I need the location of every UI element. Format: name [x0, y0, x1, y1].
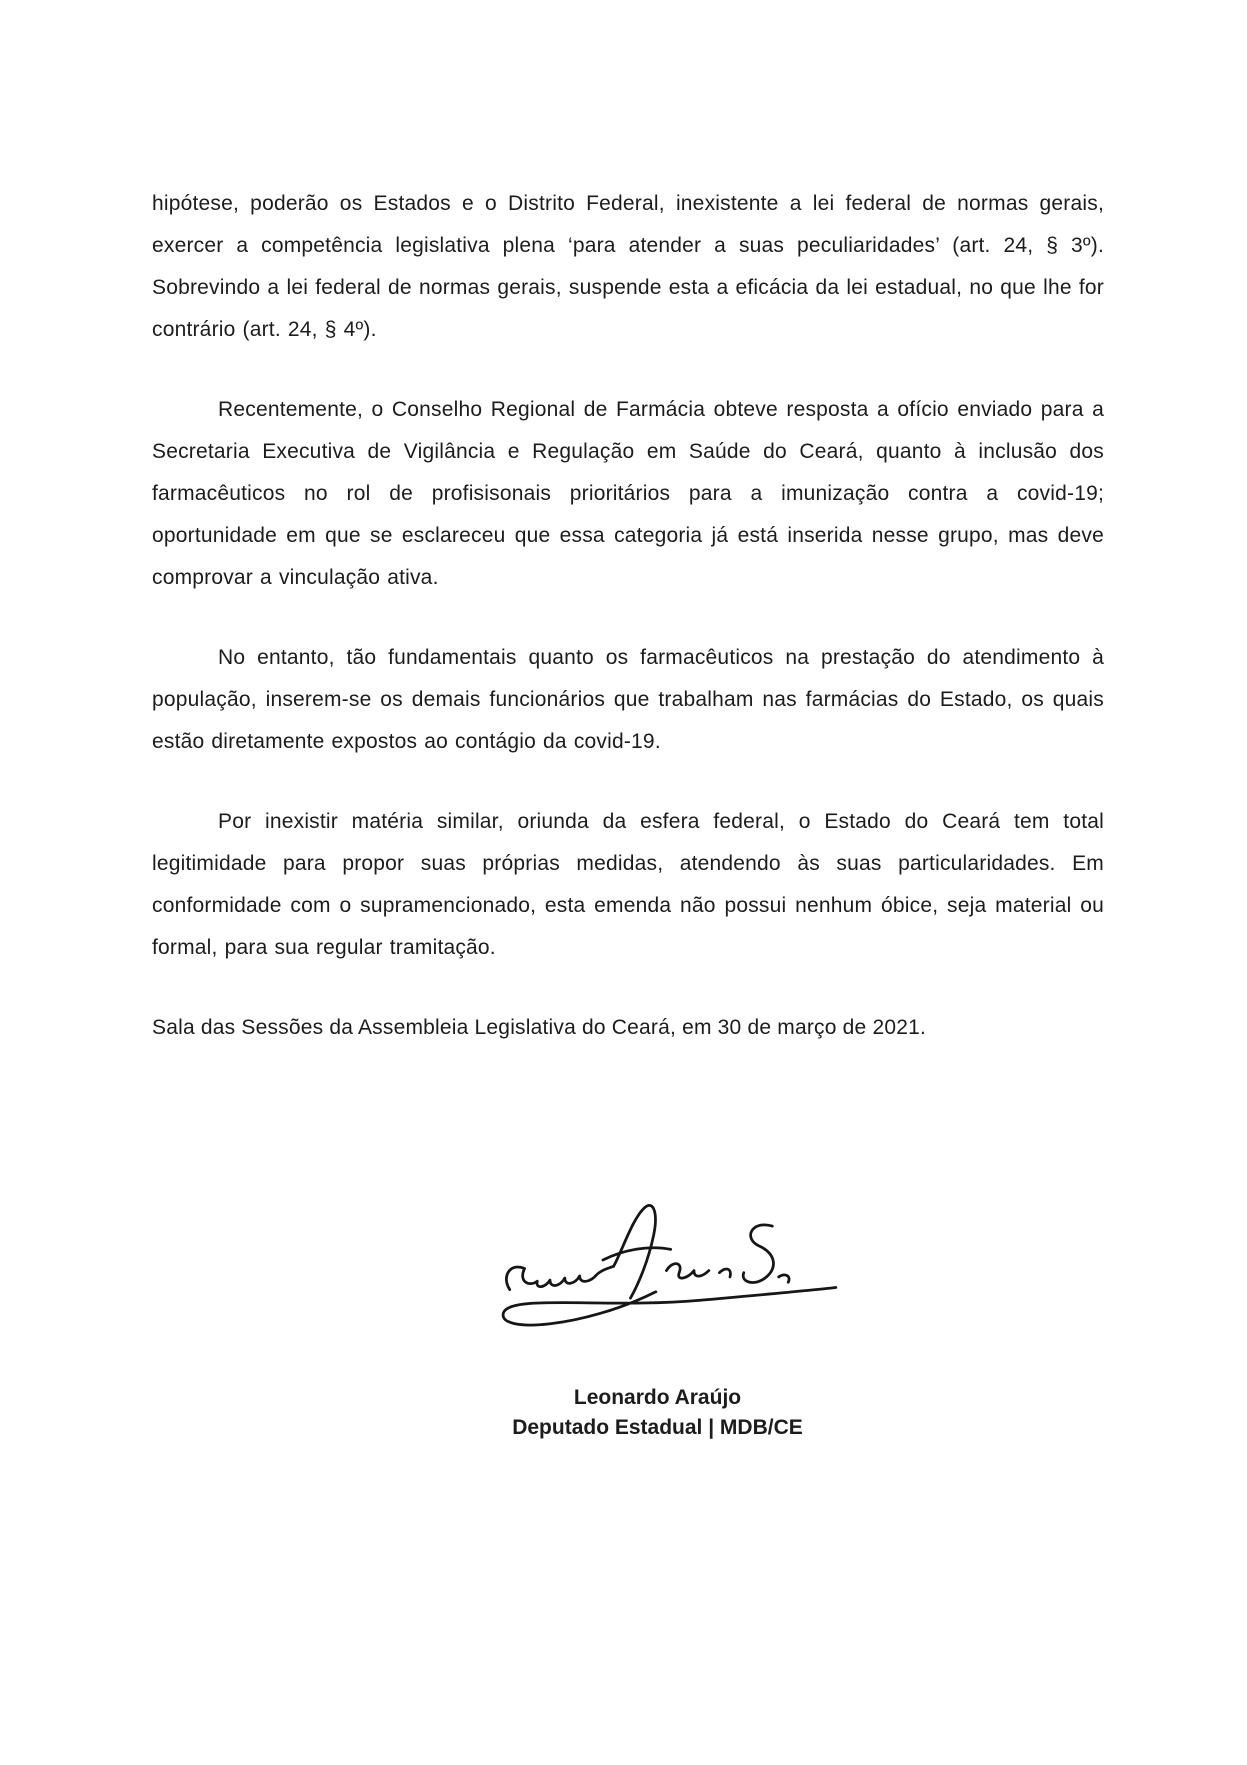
signature-block: [34, 1185, 1247, 1443]
signatory-title: Deputado Estadual | MDB/CE: [512, 1416, 803, 1439]
body-paragraph-3: No entanto, tão fundamentais quanto os farmacêuticos na prestação do atendimento à população, inserem-se os demais funcionários que trabalham nas farmácias do Estado, os quais estão diretamente expostos ao contágio da covid-19.: [152, 646, 1104, 753]
body-paragraph-2: Recentemente, o Conselho Regional de Farmácia obteve resposta a ofício enviado para a Secretaria Executiva de Vigilância e Regulação em Saúde do Ceará, quanto à inclusão dos farmacêuticos no rol de profisisonais prioritários para a imunização contra a covid-19; oportunidade em que se esclareceu que essa categoria já está inserida nesse grupo, mas deve comprovar a vinculação ativa.: [152, 398, 1104, 589]
body-paragraph-1: hipótese, poderão os Estados e o Distrito Federal, inexistente a lei federal de normas gerais, exercer a competência legislativa plena ‘para atender a suas peculiaridades’ (art. 24, § 3º). Sobrevindo a lei federal de normas gerais, suspende esta a eficácia da lei estadual, no que lhe for contrário (art. 24, § 4º).: [152, 192, 1104, 341]
handwritten-signature-icon: [478, 1185, 838, 1335]
document-body: [152, 183, 1104, 1049]
body-paragraph-4: Por inexistir matéria similar, oriunda da esfera federal, o Estado do Ceará tem total legitimidade para propor suas próprias medidas, atendendo às suas particularidades. Em conformidade com o supramencionado, esta emenda não possui nenhum óbice, seja material ou formal, para sua regular tramitação.: [152, 810, 1104, 959]
signatory-name: Leonardo Araújo: [573, 1386, 742, 1409]
session-date-line: Sala das Sessões da Assembleia Legislativa do Ceará, em 30 de março de 2021.: [152, 1016, 926, 1039]
